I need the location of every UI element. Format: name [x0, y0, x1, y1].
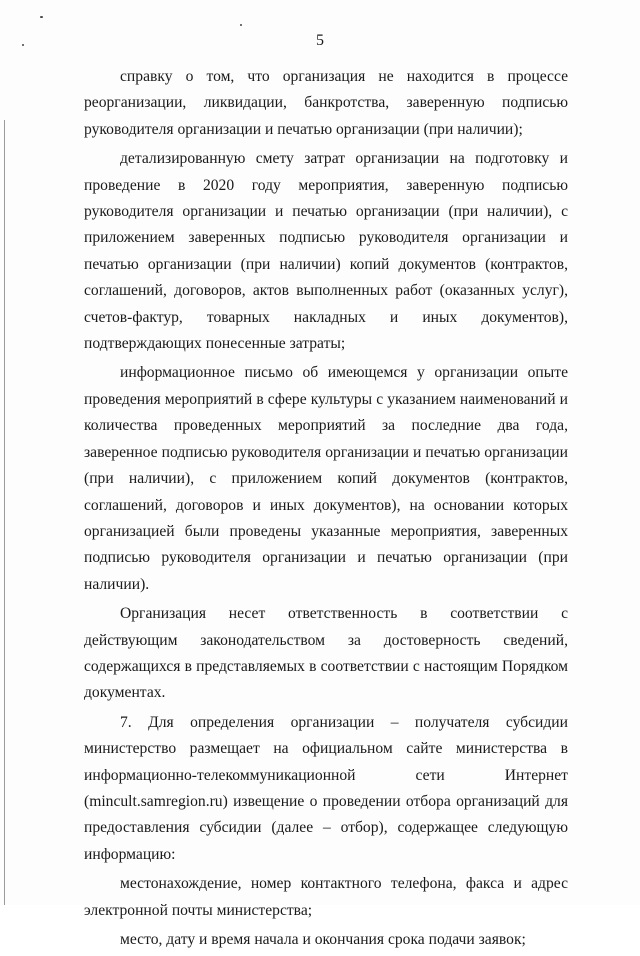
document-body	[84, 64, 568, 956]
paragraph-item-7: 7. Для определения организации – получателя субсидии министерство размещает на официальном сайте министерства в информационно-телекоммуникационной сети Интернет (mincult.samregion.ru) извещение о проведении отбора организаций для предоставления субсидии (далее – отбор), содержащее следующую информацию:	[84, 713, 568, 863]
page-number: 5	[316, 32, 324, 49]
scan-speck	[240, 24, 242, 26]
paragraph-application-dates: место, дату и время начала и окончания срока подачи заявок;	[120, 931, 526, 948]
paragraph-location: местонахождение, номер контактного телефона, факса и адрес электронной почты министерства;	[84, 875, 568, 919]
scan-speck	[40, 16, 43, 18]
scan-edge-line	[4, 120, 5, 905]
paragraph-responsibility: Организация несет ответственность в соответствии с действующим законодательством за достоверность сведений, содержащихся в представляемых в соответствии с настоящим Порядком документах.	[84, 605, 568, 702]
paragraph-certificate: справку о том, что организация не находится в процессе реорганизации, ликвидации, банкротства, заверенную подписью руководителя организации и печатью организации (при наличии);	[84, 68, 568, 138]
paragraph-cost-estimate: детализированную смету затрат организации на подготовку и проведение в 2020 году мероприятия, заверенную подписью руководителя организации и печатью организации (при наличии), с приложением заверенных подписью руководителя организации и печатью организации (при наличии) копий документов (контрактов, соглашений, договоров, актов выполненных работ (оказанных услуг), счетов-фактур, товарных накладных и иных документов), подтверждающих понесенные затраты;	[84, 150, 568, 353]
paragraph-info-letter: информационное письмо об имеющемся у организации опыте проведения мероприятий в сфере культуры с указанием наименований и количества проведенных мероприятий за последние два года, заверенное подписью руководителя организации и печатью организации (при наличии), с приложением копий документов (контрактов, соглашений, договоров и иных документов), на основании которых организацией были проведены указанные мероприятия, заверенных подписью руководителя организации и печатью организации (при наличии).	[84, 364, 568, 593]
